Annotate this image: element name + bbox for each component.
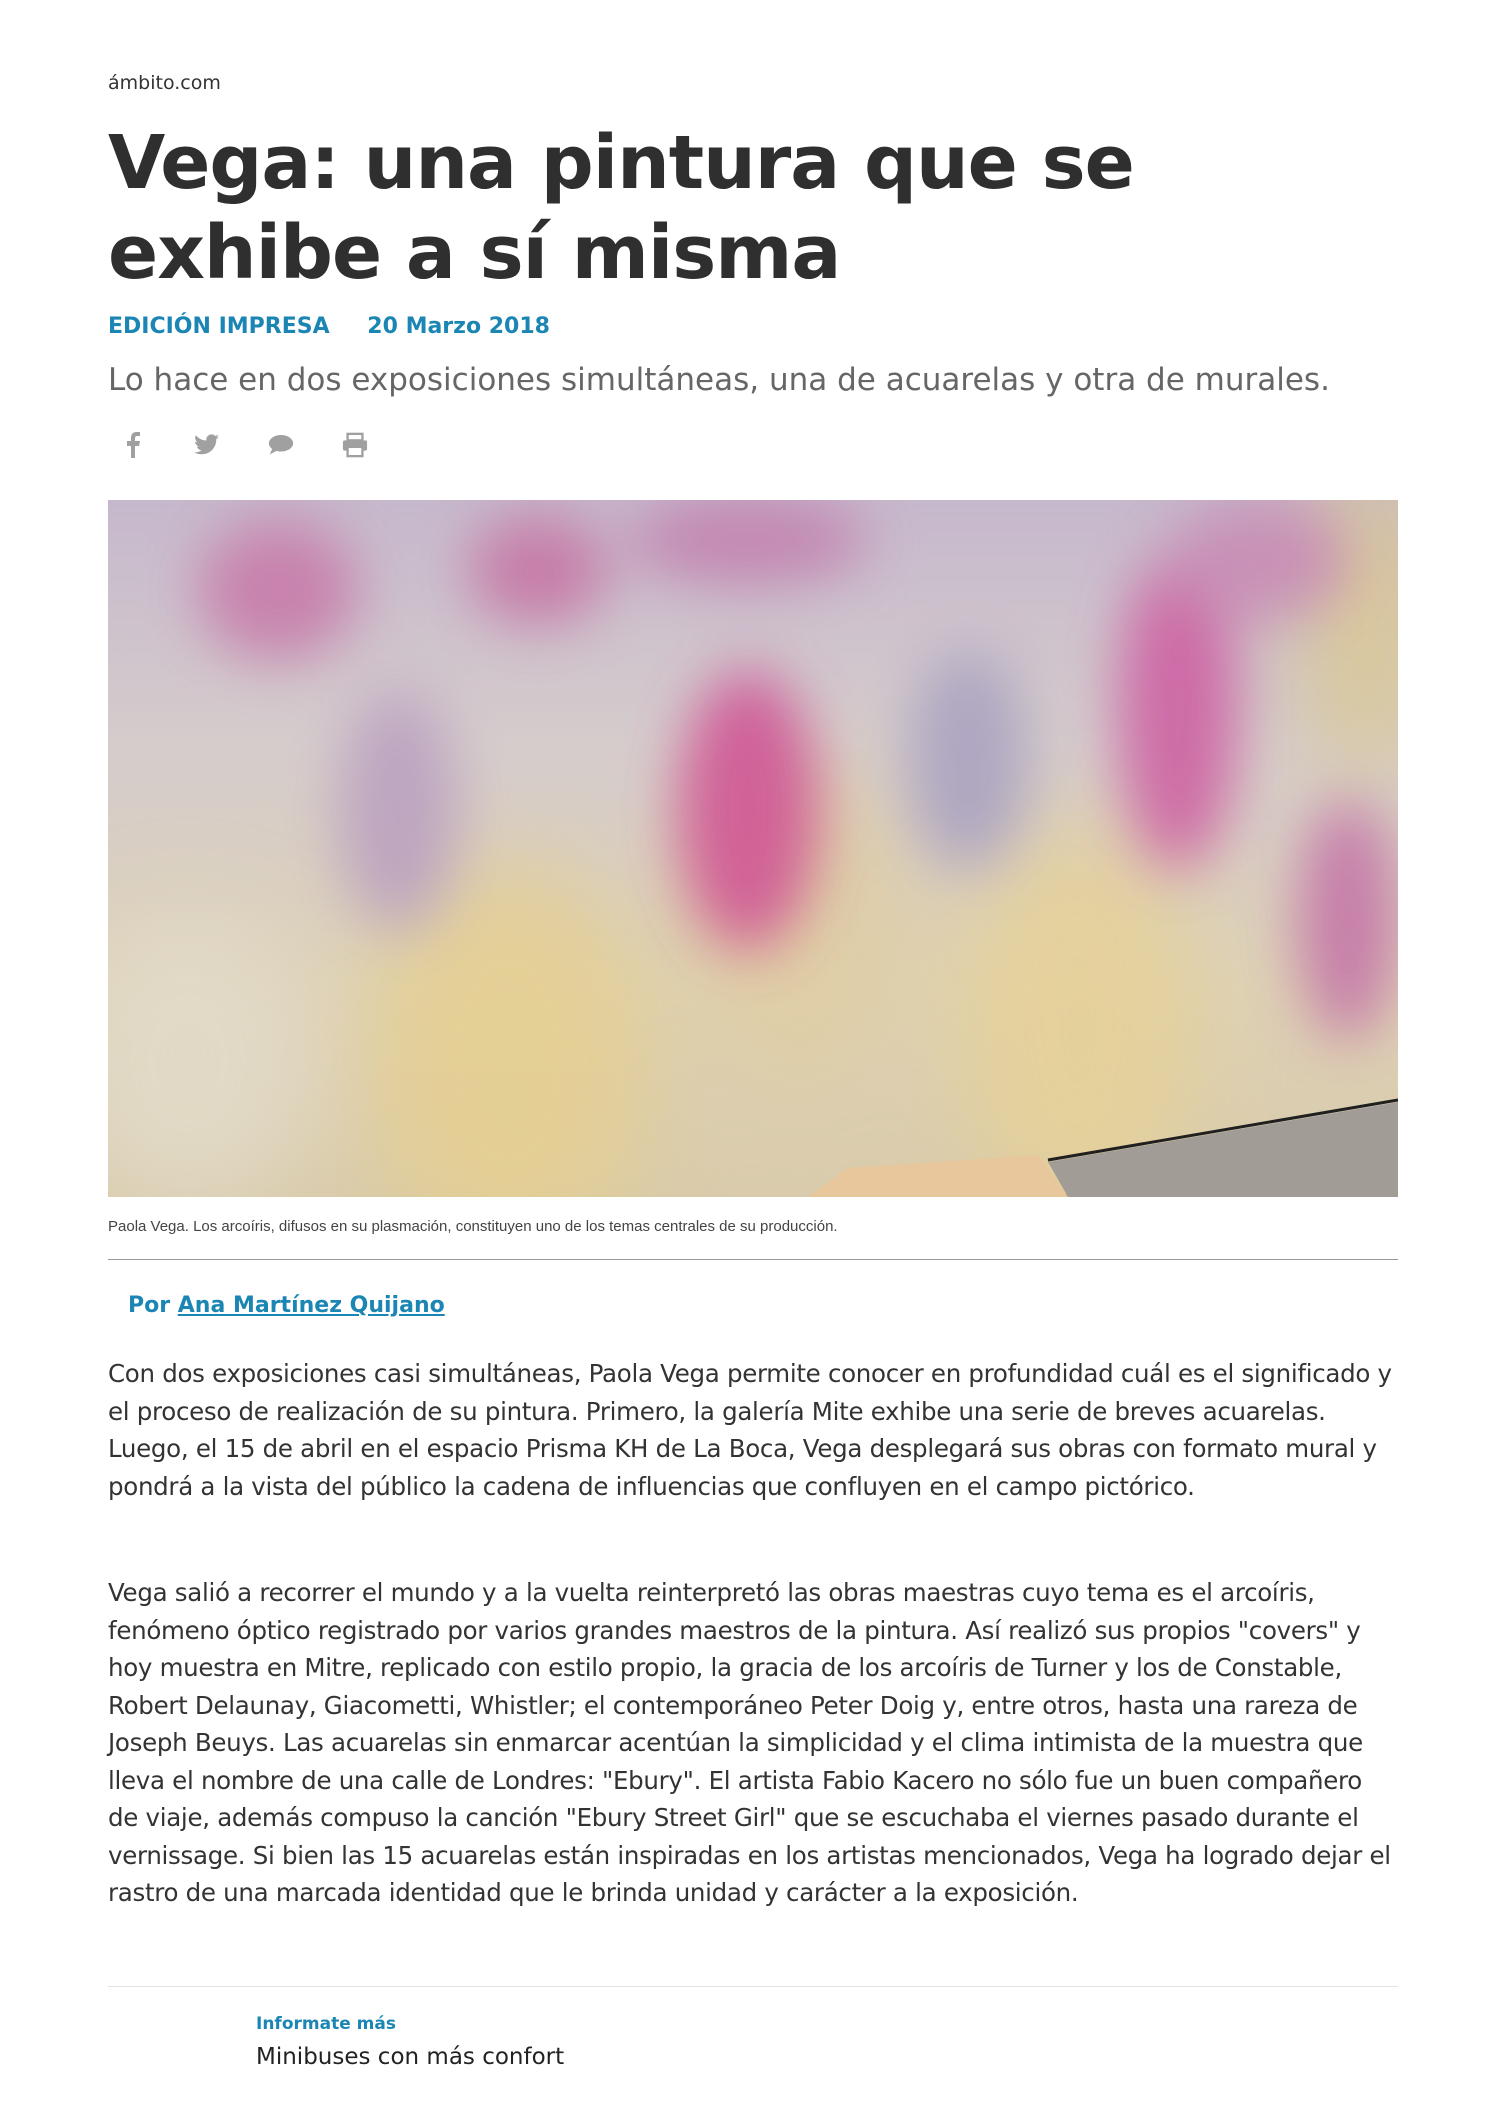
divider bbox=[108, 1259, 1398, 1260]
print-icon[interactable] bbox=[342, 432, 368, 458]
article-meta bbox=[108, 314, 580, 339]
paragraph: Con dos exposiciones casi simultáneas, Paola Vega permite conocer en profundidad cuál es el significado y el proceso de realización de su pintura. Primero, la galería Mite exhibe una serie de breves acuarelas. Luego, el 15 de abril en el espacio Prisma KH de La Boca, Vega desplegará sus obras con formato mural y pondrá a la vista del público la cadena de influencias que confluyen en el campo pictórico. bbox=[108, 1359, 1392, 1501]
divider bbox=[108, 1986, 1398, 1987]
article-subtitle: Lo hace en dos exposiciones simultáneas, una de acuarelas y otra de murales. bbox=[108, 362, 1330, 398]
byline bbox=[128, 1293, 445, 1318]
byline-prefix: Por bbox=[128, 1293, 171, 1318]
article-date: 20 Marzo 2018 bbox=[367, 314, 550, 339]
comment-icon[interactable] bbox=[268, 432, 294, 458]
twitter-icon[interactable] bbox=[194, 432, 220, 458]
related-label: Informate más bbox=[256, 2014, 396, 2034]
share-bar bbox=[120, 432, 368, 458]
article-image[interactable] bbox=[108, 500, 1398, 1197]
related-article-link[interactable]: Minibuses con más confort bbox=[256, 2044, 565, 2070]
article-title: Vega: una pintura que se exhibe a sí misma bbox=[108, 120, 1134, 296]
facebook-icon[interactable] bbox=[120, 432, 146, 458]
paragraph: Vega salió a recorrer el mundo y a la vuelta reinterpretó las obras maestras cuyo tema es el arcoíris, fenómeno óptico registrado por varios grandes maestros de la pintura. Así realizó sus propios "covers" y hoy muestra en Mitre, replicado con estilo propio, la gracia de los arcoíris de Turner y los de Constable, Robert Delaunay, Giacometti, Whistler; el contemporáneo Peter Doig y, entre otros, hasta una rareza de Joseph Beuys. Las acuarelas sin enmarcar acentúan la simplicidad y el clima intimista de la muestra que lleva el nombre de una calle de Londres: "Ebury". El artista Fabio Kacero no sólo fue un buen compañero de viaje, además compuso la canción "Ebury Street Girl" que se escuchaba el viernes pasado durante el vernissage. Si bien las 15 acuarelas están inspiradas en los artistas mencionados, Vega ha logrado dejar el rastro de una marcada identidad que le brinda unidad y carácter a la exposición. bbox=[108, 1578, 1391, 1907]
site-name[interactable]: ámbito.com bbox=[108, 72, 221, 94]
author-link[interactable]: Ana Martínez Quijano bbox=[177, 1293, 445, 1318]
image-caption: Paola Vega. Los arcoíris, difusos en su plasmación, constituyen uno de los temas centrales de su producción. bbox=[108, 1218, 838, 1235]
section-label[interactable]: EDICIÓN IMPRESA bbox=[108, 314, 330, 339]
